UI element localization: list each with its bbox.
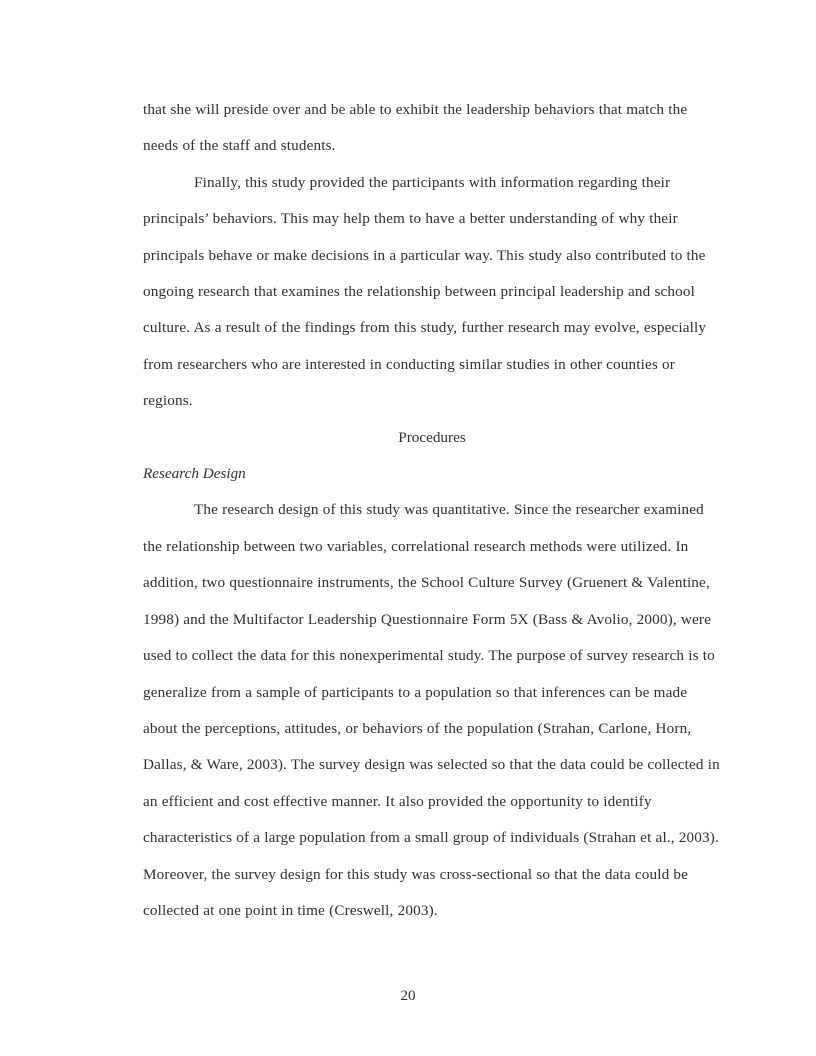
paragraph-finally: Finally, this study provided the participants with information regarding their principals’ behaviors. This may help them to have a better understanding of why their principals behave or make decisions in a particular way. This study also contributed to the ongoing research that examines the relationship between principal leadership and school culture. As a result of the findings from this study, further research may evolve, especially from researchers who are interested in conducting similar studies in other counties or regions. [143, 173, 707, 410]
page-text-body [143, 92, 721, 929]
paragraph-continued: that she will preside over and be able to exhibit the leadership behaviors that match the needs of the staff and students. [143, 101, 688, 155]
section-heading-procedures: Procedures [398, 428, 466, 446]
page-number: 20 [400, 987, 416, 1004]
paragraph-research-design: The research design of this study was quantitative. Since the researcher examined the relationship between two variables, correlational research methods were utilized. In addition, two questionnaire instruments, the School Culture Survey (Gruenert & Valentine, 1998) and the Multifactor Leadership Questionnaire Form 5X (Bass & Avolio, 2000), were used to collect the data for this nonexperimental study. The purpose of survey research is to generalize from a sample of participants to a population so that inferences can be made about the perceptions, attitudes, or behaviors of the population (Strahan, Carlone, Horn, Dallas, & Ware, 2003). The survey design was selected so that the data could be collected in an efficient and cost effective manner. It also provided the opportunity to identify characteristics of a large population from a small group of individuals (Strahan et al., 2003). Moreover, the survey design for this study was cross-sectional so that the data could be collected at one point in time (Creswell, 2003). [143, 501, 720, 919]
subsection-heading-research-design: Research Design [143, 465, 246, 483]
